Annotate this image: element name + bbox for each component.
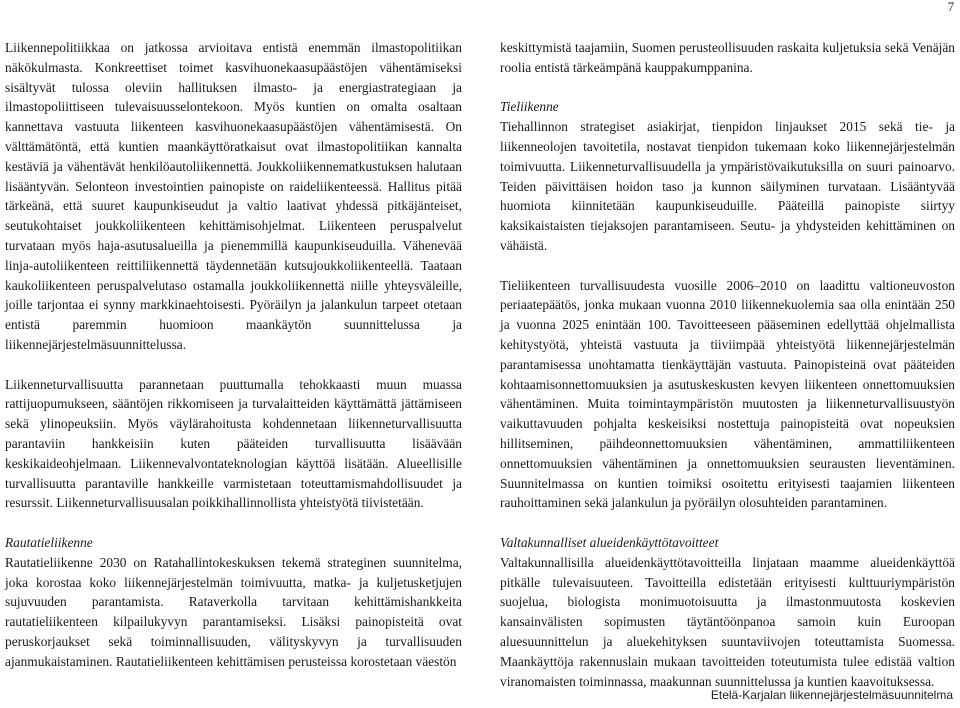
paragraph-gap: [500, 256, 955, 276]
paragraph: Liikennepolitiikkaa on jatkossa arvioitava entistä enemmän ilmastopolitiikan näkökulmasta. Konkreettiset toimet kasvihuonekaasupäästöjen vähentämiseksi sisältyvät tulossa oleviin hallituksen ilmasto- ja energiastrategiaan ja ilmastopoliittiseen tulevaisuusselontekoon. Myös kuntien on omalta osaltaan kannettava vastuuta liikenteen kasvihuonekaasupäästöjen vähentämisestä. On välttämätöntä, että kuntien maankäyttöratkaisut ovat ilmastopolitiikan kannalta kestäviä ja vähentävät henkilöautoliikennettä. Joukkoliikennematkustuksen halutaan lisääntyvän. Selonteon investointien painopiste on raideliikenteessä. Hallitus pitää tärkeänä, että suuret kaupunkiseudut ja valtio laativat yhdessä pitkäjänteiset, seutukohtaiset joukkoliikenteen kehittämisohjelmat. Liikenteen peruspalvelut turvataan myös haja-asutusalueilla ja pienemmillä kaupunkiseuduilla. Vähenevää linja-autoliikenteen reittiliikennettä täydennetään kutsujoukkoliikenteellä. Taataan kaukoliikenteen peruspalvelutaso ostamalla joukkoliikennettä niille yhteysväleille, joille tarjontaa ei synny markkinaehtoisesti. Pyöräilyn ja jalankulun tarpeet otetaan entistä paremmin huomioon maankäytön suunnittelussa ja liikennejärjestelmäsuunnittelussa.: [5, 40, 462, 352]
section-heading-alueidenkayttotavoitteet: Valtakunnalliset alueidenkäyttötavoitteet: [500, 534, 719, 550]
page-number: 7: [947, 0, 954, 14]
paragraph-gap: [5, 355, 462, 375]
paragraph: Liikenneturvallisuutta parannetaan puuttumalla tehokkaasti muun muassa rattijuopumukseen, sääntöjen rikkomiseen ja turvalaitteiden käyttämättä jättämiseen sekä ylinopeuksiin. Myös väylärahoitusta kohdennetaan liikenneturvallisuutta parantaviin hankkeisiin kuten pääteiden turvallisuutta lisäävään keskikaideohjelmaan. Liikennevalvontateknologian käyttöä lisätään. Alueellisille turvallisuutta parantaville hankkeille varmistetaan toteuttamismahdollisuudet ja resurssit. Liikenneturvallisuusalan poikkihallinnollista yhteistyötä tiivistetään.: [5, 376, 462, 511]
section-heading-tieliikenne: Tieliikenne: [500, 99, 559, 115]
left-column: [5, 38, 462, 672]
paragraph-gap: [500, 513, 955, 533]
right-column: [500, 38, 955, 691]
document-footer-title: Etelä-Karjalan liikennejärjestelmäsuunnitelma: [710, 688, 953, 702]
paragraph-gap: [500, 78, 955, 98]
paragraph: Tiehallinnon strategiset asiakirjat, tienpidon linjaukset 2015 sekä tie- ja liikenneolojen tavoitetila, nostavat tienpidon tukemaan koko liikennejärjestelmän toimivuutta. Liikenneturvallisuudella ja ympäristövaikutuksilla on suuri painoarvo. Teiden päivittäisen hoidon taso ja kunnon säilyminen turvataan. Lisääntyvää huomiota kiinnitetään kaupunkiseuduille. Pääteillä painopiste siirtyy kaksikaistaisten tiejaksojen parantamiseen. Seutu- ja yhdysteiden kehittäminen on vähäistä.: [500, 119, 955, 253]
paragraph: keskittymistä taajamiin, Suomen perusteollisuuden raskaita kuljetuksia sekä Venäjän roolia entistä tärkeämpänä kauppakumppanina.: [500, 40, 955, 75]
paragraph: Rautatieliikenne 2030 on Ratahallintokeskuksen tekemä strateginen suunnitelma, joka korostaa koko liikennejärjestelmän toimivuutta, matka- ja kuljetusketjujen sujuvuuden parantamista. Rataverkolla tarvitaan kehittämishankkeita rautatieliikenteen kilpailukyvyn parantamiseksi. Lisäksi painopisteitä ovat peruskorjaukset sekä toiminnallisuuden, välityskyvyn ja turvallisuuden ajanmukaistaminen. Rautatieliikenteen kehittämisen perusteissa korostetaan väestön: [5, 554, 462, 669]
paragraph: Valtakunnallisilla alueidenkäyttötavoitteilla linjataan maamme alueidenkäyttöä pitkälle tulevaisuuteen. Tavoitteilla edistetään erityisesti kulttuuriympäristön suojelua, biologista monimuotoisuutta ja ilmastonmuutosta koskevien kansainvälisten sopimusten täytäntöönpanoa samoin kuin Euroopan aluesuunnittelun ja aluekehityksen suuntaviivojen toteuttamista Suomessa. Maankäyttöja rakennuslain mukaan tavoitteiden toteutumista tulee edistää valtion viranomaisten toiminnassa, maakunnan suunnittelussa ja kuntien kaavoituksessa.: [500, 554, 955, 689]
section-heading-rautatieliikenne: Rautatieliikenne: [5, 534, 93, 550]
paragraph-gap: [5, 513, 462, 533]
paragraph: Tieliikenteen turvallisuudesta vuosille 2006–2010 on laadittu valtioneuvoston periaatepäätös, jonka mukaan vuonna 2010 liikennekuolemia saa olla enintään 250 ja vuonna 2025 enintään 100. Tavoitteeseen pääseminen edellyttää ohjelmallista kehitystyötä, yhteistä vastuuta ja tiiviimpää yhteistyötä liikennejärjestelmän parantamisessa unohtamatta tienkäyttäjän vastuuta. Painopisteinä ovat pääteiden kohtaamisonnettomuuksien ja asutuskeskusten kevyen liikenteen onnettomuuksien vähentäminen. Muita toimintaympäristön muutosten ja liikenneturvallisuustyön vaikuttavuuden pohjalta keskeisiksi nostettuja painopisteitä ovat nopeuksien hillitseminen, päihdeonnettomuuksien vähentäminen, ammattiliikenteen onnettomuuksien vähentäminen ja onnettomuuksien seurausten lieventäminen. Suunnitelmassa on kuntien toimiksi osoitettu erityisesti taajamien liikenteen rauhoittaminen sekä jalankulun ja pyöräilyn olosuhteiden parantaminen.: [500, 277, 955, 511]
